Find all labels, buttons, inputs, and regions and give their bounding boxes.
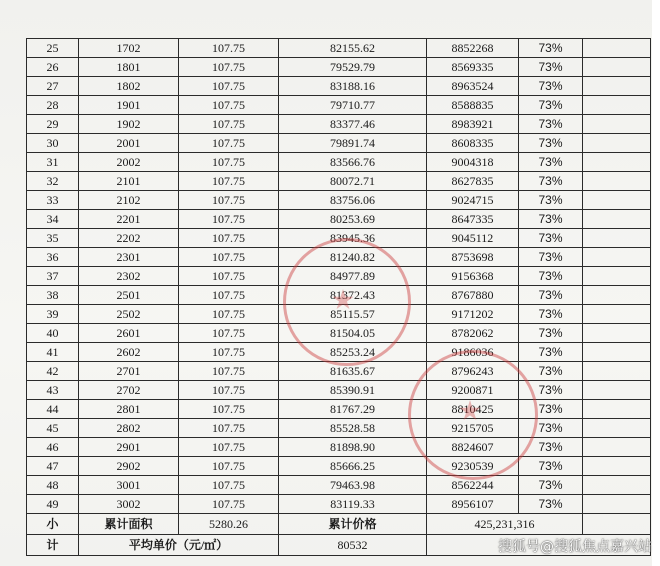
total-price-cell: 8963524 [427,77,519,96]
note-cell [583,438,651,457]
table-row [27,286,651,305]
room-number-cell: 2702 [79,381,179,400]
unit-price-cell: 81635.67 [279,362,427,381]
note-cell [583,191,651,210]
row-number-cell: 29 [27,115,79,134]
room-number-cell: 2801 [79,400,179,419]
row-number-cell: 42 [27,362,79,381]
room-number-cell: 3001 [79,476,179,495]
ratio-cell: 73% [519,229,583,248]
unit-price-cell: 83756.06 [279,191,427,210]
total-price-cell: 9171202 [427,305,519,324]
watermark-text: 搜狐号@搜狐焦点嘉兴站 [498,539,652,555]
ratio-cell: 73% [519,248,583,267]
total-price-cell: 9004318 [427,153,519,172]
total-price-cell: 8627835 [427,172,519,191]
row-number-cell: 32 [27,172,79,191]
ratio-cell: 73% [519,96,583,115]
note-cell [583,286,651,305]
note-cell [583,210,651,229]
floor-area-cell: 107.75 [179,457,279,476]
total-price-cell: 8608335 [427,134,519,153]
floor-area-cell: 107.75 [179,172,279,191]
total-price-cell: 8824607 [427,438,519,457]
total-price-cell: 8588835 [427,96,519,115]
floor-area-cell: 107.75 [179,400,279,419]
note-cell [583,419,651,438]
floor-area-cell: 107.75 [179,476,279,495]
room-number-cell: 2301 [79,248,179,267]
unit-price-cell: 83119.33 [279,495,427,514]
total-price-cell: 8852268 [427,39,519,58]
table-row [27,210,651,229]
unit-price-cell: 81240.82 [279,248,427,267]
floor-area-cell: 107.75 [179,343,279,362]
note-cell [583,476,651,495]
room-number-cell: 2901 [79,438,179,457]
row-number-cell: 31 [27,153,79,172]
note-cell [583,96,651,115]
room-number-cell: 2201 [79,210,179,229]
room-number-cell: 2902 [79,457,179,476]
total-price-cell: 9024715 [427,191,519,210]
row-number-cell: 46 [27,438,79,457]
floor-area-cell: 107.75 [179,438,279,457]
ratio-cell: 73% [519,134,583,153]
table-row [27,172,651,191]
unit-price-cell: 85666.25 [279,457,427,476]
room-number-cell: 1902 [79,115,179,134]
ratio-cell: 73% [519,457,583,476]
room-number-cell: 2102 [79,191,179,210]
ratio-cell: 73% [519,172,583,191]
unit-price-cell: 81372.43 [279,286,427,305]
table-row [27,457,651,476]
unit-price-cell: 84977.89 [279,267,427,286]
floor-area-cell: 107.75 [179,267,279,286]
page-edge [652,0,660,566]
total-price-cell: 9215705 [427,419,519,438]
room-number-cell: 2302 [79,267,179,286]
table-row [27,400,651,419]
row-number-cell: 45 [27,419,79,438]
ratio-cell: 73% [519,495,583,514]
table-row [27,134,651,153]
table-row [27,381,651,400]
room-number-cell: 3002 [79,495,179,514]
table-row [27,229,651,248]
table-row [27,476,651,495]
ratio-cell: 73% [519,39,583,58]
floor-area-cell: 107.75 [179,153,279,172]
note-cell [583,324,651,343]
row-number-cell: 28 [27,96,79,115]
row-number-cell: 38 [27,286,79,305]
room-number-cell: 2502 [79,305,179,324]
room-number-cell: 2501 [79,286,179,305]
total-price-cell: 8796243 [427,362,519,381]
row-number-cell: 34 [27,210,79,229]
total-price-value: 425,231,316 [427,514,583,535]
ratio-cell: 73% [519,191,583,210]
row-number-cell: 33 [27,191,79,210]
ratio-cell: 73% [519,324,583,343]
total-price-cell: 8810425 [427,400,519,419]
summary-row-1 [27,514,651,535]
ratio-cell: 73% [519,58,583,77]
unit-price-cell: 80072.71 [279,172,427,191]
total-price-cell: 8983921 [427,115,519,134]
floor-area-cell: 107.75 [179,248,279,267]
total-price-cell: 9230539 [427,457,519,476]
unit-price-cell: 83188.16 [279,77,427,96]
avg-price-label: 平均单价（元/㎡） [79,535,279,556]
room-number-cell: 1702 [79,39,179,58]
table-row [27,362,651,381]
total-price-cell: 8767880 [427,286,519,305]
unit-price-cell: 85253.24 [279,343,427,362]
row-number-cell: 26 [27,58,79,77]
row-number-cell: 39 [27,305,79,324]
table-row [27,305,651,324]
subtotal-label-bottom: 计 [27,535,79,556]
price-table [26,38,651,556]
note-cell [583,305,651,324]
note-cell [583,400,651,419]
ratio-cell: 73% [519,362,583,381]
row-number-cell: 43 [27,381,79,400]
unit-price-cell: 83566.76 [279,153,427,172]
floor-area-cell: 107.75 [179,115,279,134]
unit-price-cell: 79710.77 [279,96,427,115]
row-number-cell: 47 [27,457,79,476]
unit-price-cell: 80253.69 [279,210,427,229]
total-price-cell: 9156368 [427,267,519,286]
floor-area-cell: 107.75 [179,96,279,115]
table-row [27,77,651,96]
floor-area-cell: 107.75 [179,229,279,248]
unit-price-cell: 81898.90 [279,438,427,457]
row-number-cell: 25 [27,39,79,58]
total-price-label: 累计价格 [279,514,427,535]
unit-price-cell: 81504.05 [279,324,427,343]
unit-price-cell: 83945.36 [279,229,427,248]
unit-price-cell: 85115.57 [279,305,427,324]
ratio-cell: 73% [519,400,583,419]
note-cell [583,172,651,191]
ratio-cell: 73% [519,305,583,324]
floor-area-cell: 107.75 [179,362,279,381]
floor-area-cell: 107.75 [179,419,279,438]
table-row [27,96,651,115]
avg-price-value: 80532 [279,535,427,556]
floor-area-cell: 107.75 [179,191,279,210]
room-number-cell: 2101 [79,172,179,191]
ratio-cell: 73% [519,77,583,96]
room-number-cell: 2601 [79,324,179,343]
ratio-cell: 73% [519,286,583,305]
table-row [27,39,651,58]
table-row [27,267,651,286]
row-number-cell: 27 [27,77,79,96]
table-row [27,115,651,134]
note-cell [583,153,651,172]
total-area-label: 累计面积 [79,514,179,535]
total-price-cell: 8562244 [427,476,519,495]
floor-area-cell: 107.75 [179,495,279,514]
room-number-cell: 2701 [79,362,179,381]
unit-price-cell: 82155.62 [279,39,427,58]
total-price-cell: 8569335 [427,58,519,77]
row-number-cell: 35 [27,229,79,248]
ratio-cell: 73% [519,210,583,229]
table-row [27,153,651,172]
table-body [27,39,651,514]
note-cell [583,248,651,267]
table-row [27,324,651,343]
unit-price-cell: 79891.74 [279,134,427,153]
row-number-cell: 30 [27,134,79,153]
subtotal-label-top: 小 [27,514,79,535]
note-cell [583,39,651,58]
unit-price-cell: 79529.79 [279,58,427,77]
total-price-cell: 8782062 [427,324,519,343]
total-price-cell: 8647335 [427,210,519,229]
total-price-cell: 9200871 [427,381,519,400]
row-number-cell: 49 [27,495,79,514]
ratio-cell: 73% [519,153,583,172]
floor-area-cell: 107.75 [179,210,279,229]
floor-area-cell: 107.75 [179,286,279,305]
row-number-cell: 37 [27,267,79,286]
ratio-cell: 73% [519,267,583,286]
unit-price-cell: 85528.58 [279,419,427,438]
note-cell [583,457,651,476]
room-number-cell: 1901 [79,96,179,115]
room-number-cell: 2602 [79,343,179,362]
floor-area-cell: 107.75 [179,381,279,400]
row-number-cell: 36 [27,248,79,267]
room-number-cell: 2002 [79,153,179,172]
unit-price-cell: 83377.46 [279,115,427,134]
ratio-cell: 73% [519,343,583,362]
note-cell [583,115,651,134]
note-cell [583,134,651,153]
note-cell [583,58,651,77]
total-price-cell: 9186036 [427,343,519,362]
table-row [27,191,651,210]
unit-price-cell: 81767.29 [279,400,427,419]
table-row [27,419,651,438]
room-number-cell: 2202 [79,229,179,248]
floor-area-cell: 107.75 [179,77,279,96]
ratio-cell: 73% [519,419,583,438]
note-cell [583,343,651,362]
row-number-cell: 44 [27,400,79,419]
floor-area-cell: 107.75 [179,305,279,324]
ratio-cell: 73% [519,438,583,457]
room-number-cell: 2001 [79,134,179,153]
room-number-cell: 1802 [79,77,179,96]
row-number-cell: 48 [27,476,79,495]
room-number-cell: 2802 [79,419,179,438]
note-cell [583,229,651,248]
floor-area-cell: 107.75 [179,39,279,58]
ratio-cell: 73% [519,115,583,134]
table-row [27,248,651,267]
total-area-value: 5280.26 [179,514,279,535]
total-price-cell: 8753698 [427,248,519,267]
summary-note-cell [583,514,651,535]
note-cell [583,495,651,514]
note-cell [583,362,651,381]
floor-area-cell: 107.75 [179,134,279,153]
table-row [27,343,651,362]
unit-price-cell: 79463.98 [279,476,427,495]
row-number-cell: 40 [27,324,79,343]
table-row [27,495,651,514]
unit-price-cell: 85390.91 [279,381,427,400]
note-cell [583,381,651,400]
total-price-cell: 9045112 [427,229,519,248]
table-row [27,438,651,457]
floor-area-cell: 107.75 [179,58,279,77]
ratio-cell: 73% [519,476,583,495]
floor-area-cell: 107.75 [179,324,279,343]
ratio-cell: 73% [519,381,583,400]
row-number-cell: 41 [27,343,79,362]
table-row [27,58,651,77]
note-cell [583,267,651,286]
total-price-cell: 8956107 [427,495,519,514]
note-cell [583,77,651,96]
room-number-cell: 1801 [79,58,179,77]
